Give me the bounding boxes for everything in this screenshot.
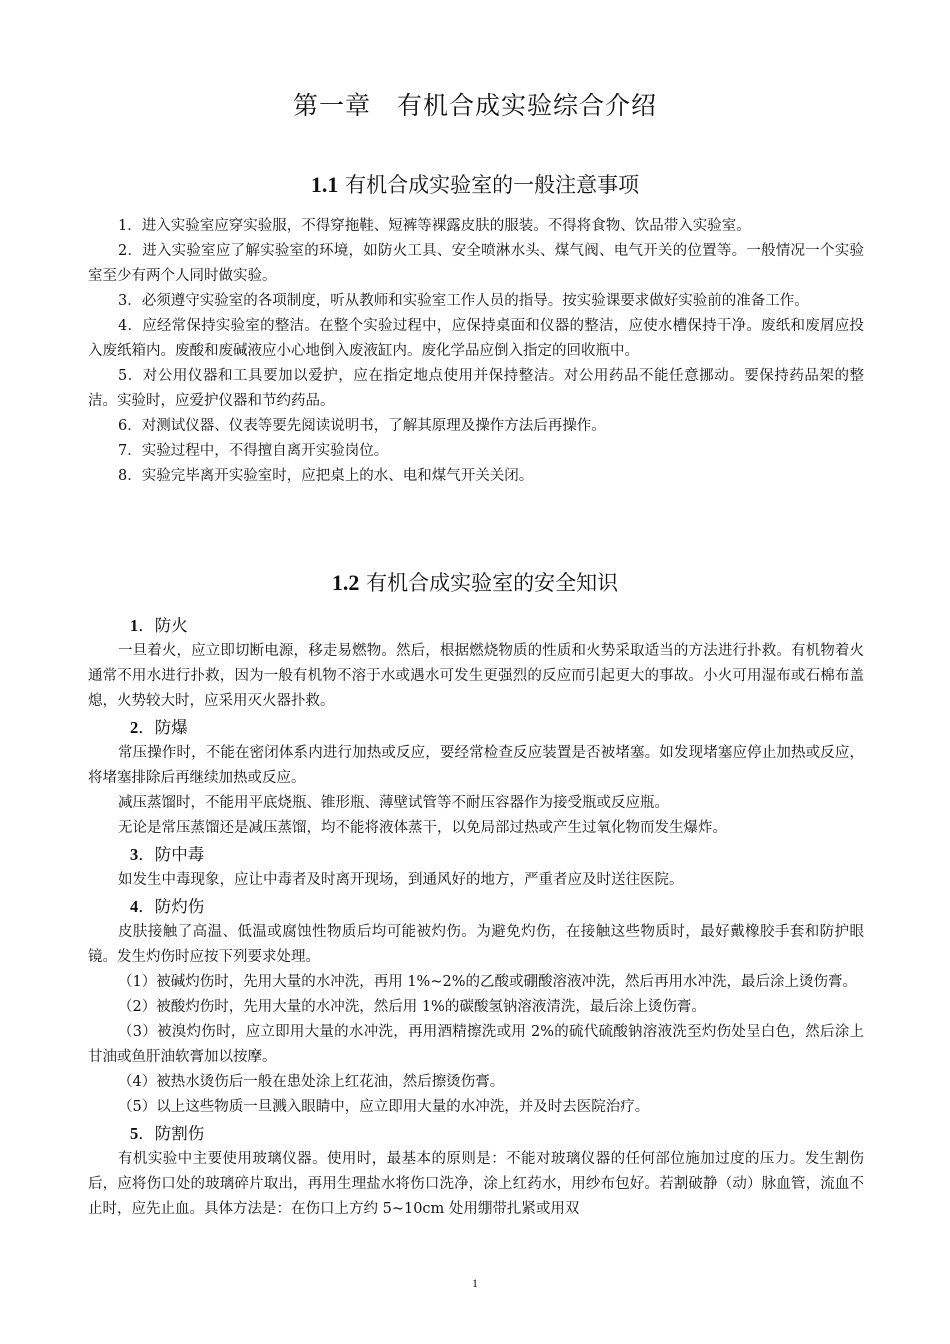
section-1-1-body bbox=[88, 214, 864, 489]
paragraph: （5）以上这些物质一旦溅入眼睛中，应立即用大量的水冲洗，并及时去医院治疗。 bbox=[118, 1099, 650, 1115]
section-heading: 有机合成实验室的安全知识 bbox=[366, 571, 619, 595]
list-item: 8．实验完毕离开实验室时，应把桌上的水、电和煤气开关关闭。 bbox=[118, 468, 534, 484]
paragraph: 一旦着火，应立即切断电源，移走易燃物。然后，根据燃烧物质的性质和火势采取适当的方法进行扑救。有机物着火通常不用水进行扑救，因为一般有机物不溶于水或遇水可发生更强烈的反应而引起更大的事故。小火可用湿布或石棉布盖熄，火势较大时，应采用灭火器扑救。 bbox=[88, 643, 864, 709]
list-item: 2．进入实验室应了解实验室的环境，如防火工具、安全喷淋水头、煤气阀、电气开关的位置等。一般情况一个实验室至少有两个人同时做实验。 bbox=[88, 243, 864, 284]
paragraph: （1）被碱灼伤时，先用大量的水冲洗，再用 1%~2%的乙酸或硼酸溶液冲洗，然后再用水冲洗，最后涂上烫伤膏。 bbox=[118, 974, 857, 990]
subsection-fire: 1．防火 bbox=[130, 616, 188, 635]
page-number: 1 bbox=[472, 1276, 478, 1290]
paragraph: 有机实验中主要使用玻璃仪器。使用时，最基本的原则是：不能对玻璃仪器的任何部位施加过度的压力。发生割伤后，应将伤口处的玻璃碎片取出，再用生理盐水将伤口洗净，涂上红药水，用纱布包好。若割破静（动）脉血管，流血不止时，应先止血。具体方法是：在伤口上方约 5~10cm 处用绷带扎紧或用双 bbox=[88, 1151, 864, 1217]
section-number: 1.2 bbox=[331, 570, 360, 595]
list-item: 6．对测试仪器、仪表等要先阅读说明书，了解其原理及操作方法后再操作。 bbox=[118, 418, 606, 434]
paragraph: 皮肤接触了高温、低温或腐蚀性物质后均可能被灼伤。为避免灼伤，在接触这些物质时，最好戴橡胶手套和防护眼镜。发生灼伤时应按下列要求处理。 bbox=[88, 924, 864, 965]
subsection-cut: 5．防割伤 bbox=[130, 1124, 205, 1143]
section-number: 1.1 bbox=[310, 172, 339, 197]
paragraph: 如发生中毒现象，应让中毒者及时离开现场，到通风好的地方，严重者应及时送往医院。 bbox=[118, 872, 684, 888]
paragraph: （3）被溴灼伤时，应立即用大量的水冲洗，再用酒精擦洗或用 2%的硫代硫酸钠溶液洗至灼伤处呈白色，然后涂上甘油或鱼肝油软膏加以按摩。 bbox=[88, 1024, 864, 1065]
paragraph: （4）被热水烫伤后一般在患处涂上红花油，然后擦烫伤膏。 bbox=[118, 1074, 505, 1090]
section-1-2-body bbox=[88, 612, 864, 1222]
list-item: 4．应经常保持实验室的整洁。在整个实验过程中，应保持桌面和仪器的整洁，应使水槽保持干净。废纸和废屑应投入废纸箱内。废酸和废碱液应小心地倒入废液缸内。废化学品应倒入指定的回收瓶中。 bbox=[88, 318, 864, 359]
paragraph: 常压操作时，不能在密闭体系内进行加热或反应，要经常检查反应装置是否被堵塞。如发现堵塞应停止加热或反应，将堵塞排除后再继续加热或反应。 bbox=[88, 745, 864, 786]
paragraph: 无论是常压蒸馏还是减压蒸馏，均不能将液体蒸干，以免局部过热或产生过氧化物而发生爆炸。 bbox=[118, 820, 727, 836]
subsection-poison: 3．防中毒 bbox=[130, 845, 205, 864]
list-item: 5．对公用仪器和工具要加以爱护，应在指定地点使用并保持整洁。对公用药品不能任意挪动。要保持药品架的整洁。实验时，应爱护仪器和节约药品。 bbox=[88, 368, 864, 409]
section-title-1-2 bbox=[0, 566, 950, 600]
subsection-explosion: 2．防爆 bbox=[130, 718, 188, 737]
list-item: 7．实验过程中，不得擅自离开实验岗位。 bbox=[118, 443, 389, 459]
list-item: 3．必须遵守实验室的各项制度，听从教师和实验室工作人员的指导。按实验课要求做好实验前的准备工作。 bbox=[118, 293, 809, 309]
section-title-1-1 bbox=[0, 168, 950, 202]
list-item: 1．进入实验室应穿实验服，不得穿拖鞋、短裤等裸露皮肤的服装。不得将食物、饮品带入实验室。 bbox=[118, 218, 751, 234]
subsection-burn: 4．防灼伤 bbox=[130, 897, 205, 916]
paragraph: 减压蒸馏时，不能用平底烧瓶、锥形瓶、薄壁试管等不耐压容器作为接受瓶或反应瓶。 bbox=[118, 795, 669, 811]
section-heading: 有机合成实验室的一般注意事项 bbox=[345, 173, 640, 197]
chapter-title: 第一章 有机合成实验综合介绍 bbox=[292, 91, 657, 120]
paragraph: （2）被酸灼伤时，先用大量的水冲洗，然后用 1%的碳酸氢钠溶液清洗，最后涂上烫伤膏。 bbox=[118, 999, 706, 1015]
